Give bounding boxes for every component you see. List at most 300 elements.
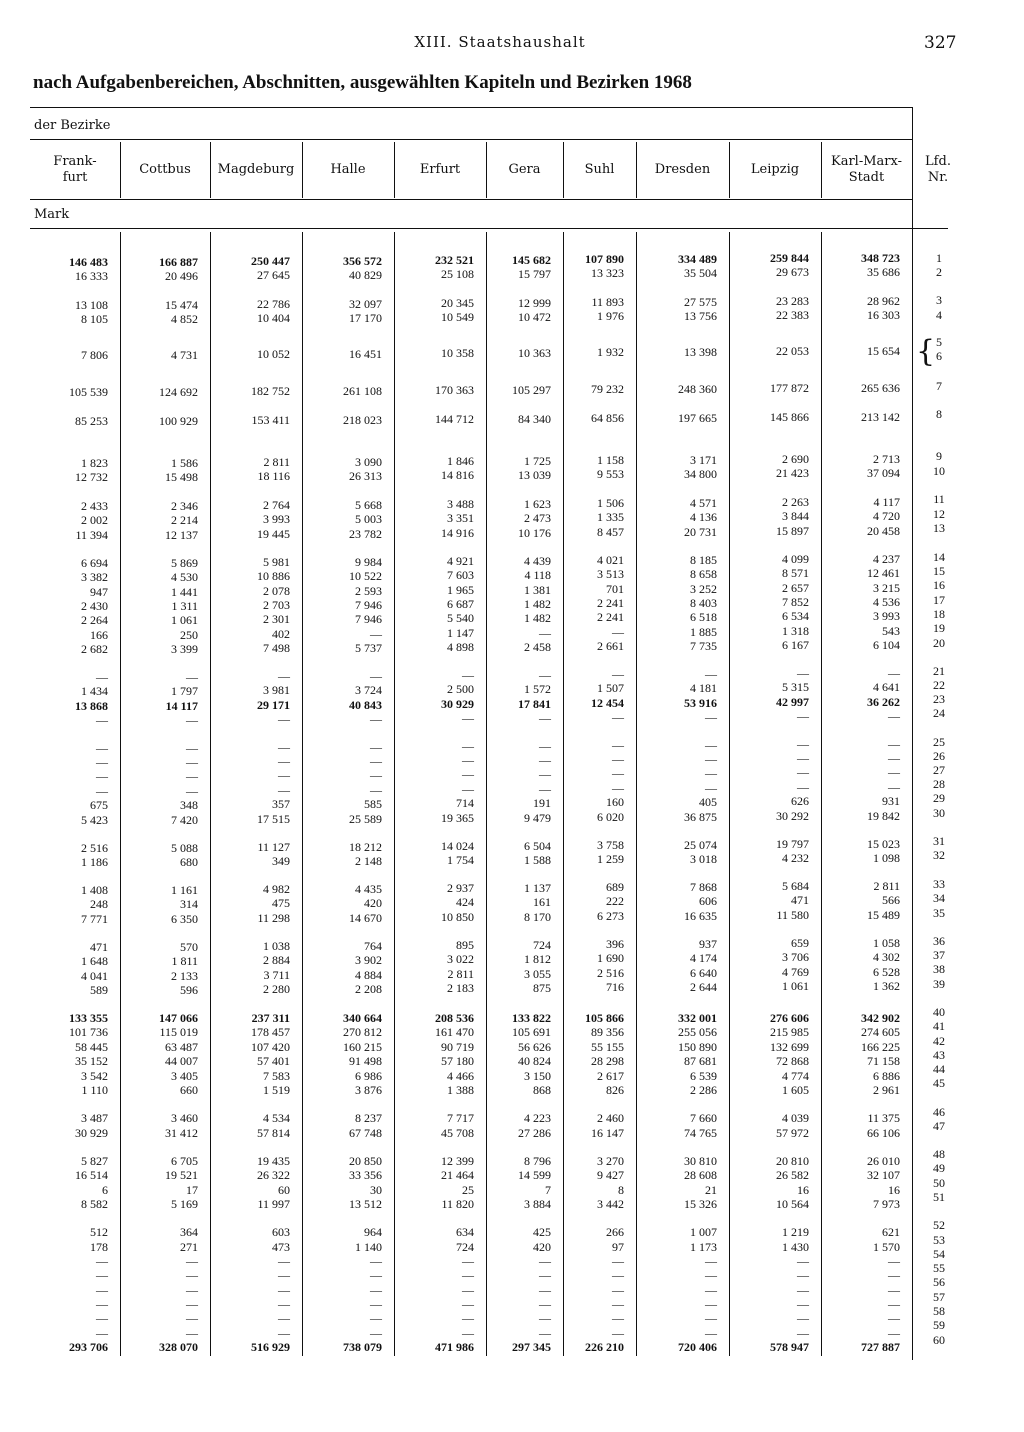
table-cell: 7 583 — [263, 1069, 290, 1083]
table-cell: 26 313 — [349, 469, 382, 483]
table-cell: 4 435 — [355, 882, 382, 896]
table-cell: 420 — [364, 896, 382, 910]
table-cell: 1 623 — [524, 497, 551, 511]
table-cell: 26 322 — [257, 1168, 290, 1182]
table-cell: — — [370, 669, 382, 683]
table-cell: 606 — [699, 894, 717, 908]
table-cell: 364 — [180, 1225, 198, 1239]
table-cell: — — [186, 784, 198, 798]
header-column-rule — [120, 142, 121, 198]
table-cell: 14 117 — [165, 699, 198, 713]
table-cell: 826 — [606, 1083, 624, 1097]
table-cell: 2 430 — [81, 599, 108, 613]
table-cell: — — [612, 752, 624, 766]
table-cell: 1 147 — [447, 626, 474, 640]
table-cell: — — [612, 738, 624, 752]
table-cell: 7 420 — [171, 813, 198, 827]
table-cell: 328 070 — [159, 1340, 198, 1354]
table-cell: 2 516 — [81, 841, 108, 855]
table-cell: 30 — [370, 1183, 382, 1197]
table-cell: 660 — [180, 1083, 198, 1097]
table-cell: 160 215 — [343, 1040, 382, 1054]
table-cell: 20 850 — [349, 1154, 382, 1168]
table-cell: 8 237 — [355, 1111, 382, 1125]
row-number: 27 — [933, 763, 945, 777]
table-cell: 270 812 — [343, 1025, 382, 1039]
table-cell: — — [278, 1268, 290, 1282]
table-cell: 11 394 — [75, 528, 108, 542]
table-cell: — — [186, 1254, 198, 1268]
table-cell: — — [888, 1254, 900, 1268]
column-header-magdeburg: Magdeburg — [217, 162, 295, 177]
table-cell: 342 902 — [861, 1011, 900, 1025]
table-cell: 937 — [699, 937, 717, 951]
table-cell: 7 852 — [782, 595, 809, 609]
table-cell: 1 754 — [447, 853, 474, 867]
table-cell: 166 887 — [159, 255, 198, 269]
table-cell: — — [96, 1283, 108, 1297]
table-cell: 4 534 — [263, 1111, 290, 1125]
table-cell: 22 053 — [776, 344, 809, 358]
row-number: 21 — [933, 664, 945, 678]
table-cell: 10 404 — [257, 311, 290, 325]
table-cell: 7 806 — [81, 348, 108, 362]
row-number: 28 — [933, 777, 945, 791]
column-header-dresden: Dresden — [654, 162, 711, 177]
table-cell: 250 — [180, 628, 198, 642]
table-cell: 293 706 — [69, 1340, 108, 1354]
column-header-frankfurt: Frank- furt — [53, 154, 97, 185]
table-cell: 237 311 — [251, 1011, 290, 1025]
table-cell: — — [612, 1283, 624, 1297]
table-cell: 40 824 — [518, 1054, 551, 1068]
table-cell: 543 — [882, 624, 900, 638]
table-cell: — — [186, 1311, 198, 1325]
header-column-rule — [302, 142, 303, 198]
table-cell: — — [462, 782, 474, 796]
table-cell: — — [797, 709, 809, 723]
table-cell: 1 362 — [873, 979, 900, 993]
table-cell: 71 158 — [867, 1054, 900, 1068]
table-cell: 420 — [533, 1240, 551, 1254]
table-cell: 133 822 — [512, 1011, 551, 1025]
table-cell: 16 514 — [75, 1168, 108, 1182]
table-cell: 2 286 — [690, 1083, 717, 1097]
table-cell: — — [462, 668, 474, 682]
body-column-rule — [636, 232, 637, 1356]
table-cell: 2 183 — [447, 981, 474, 995]
table-cell: — — [96, 1311, 108, 1325]
table-cell: 4 174 — [690, 951, 717, 965]
table-cell: 182 752 — [251, 384, 290, 398]
table-cell: 1 430 — [782, 1240, 809, 1254]
table-cell: 3 884 — [524, 1197, 551, 1211]
table-cell: 5 668 — [355, 498, 382, 512]
table-cell: — — [797, 1326, 809, 1340]
page-number: 327 — [924, 33, 957, 53]
table-cell: — — [612, 1297, 624, 1311]
table-cell: 15 489 — [867, 908, 900, 922]
table-cell: 2 703 — [263, 598, 290, 612]
table-cell: 35 152 — [75, 1054, 108, 1068]
table-cell: 166 225 — [861, 1040, 900, 1054]
table-cell: 2 280 — [263, 982, 290, 996]
table-cell: 5 981 — [263, 555, 290, 569]
table-cell: 332 001 — [678, 1011, 717, 1025]
table-cell: 153 411 — [251, 413, 290, 427]
table-cell: — — [705, 1268, 717, 1282]
table-cell: 259 844 — [770, 251, 809, 265]
table-cell: 215 985 — [770, 1025, 809, 1039]
table-cell: 471 986 — [435, 1340, 474, 1354]
table-cell: 578 947 — [770, 1340, 809, 1354]
table-cell: 6 886 — [873, 1069, 900, 1083]
table-cell: 15 797 — [518, 267, 551, 281]
table-cell: 160 — [606, 795, 624, 809]
table-cell: 29 673 — [776, 265, 809, 279]
table-cell: — — [462, 1297, 474, 1311]
table-cell: — — [370, 1268, 382, 1282]
table-cell: 2 264 — [81, 613, 108, 627]
table-cell: 5 684 — [782, 879, 809, 893]
table-cell: — — [96, 741, 108, 755]
table-cell: 42 997 — [776, 695, 809, 709]
table-cell: 1 570 — [873, 1240, 900, 1254]
table-cell: 680 — [180, 855, 198, 869]
table-cell: — — [612, 781, 624, 795]
table-cell: — — [705, 1254, 717, 1268]
table-cell: 1 186 — [81, 855, 108, 869]
table-cell: 124 692 — [159, 385, 198, 399]
table-cell: — — [612, 1326, 624, 1340]
table-cell: — — [462, 1283, 474, 1297]
table-cell: 191 — [533, 796, 551, 810]
column-header-cottbus: Cottbus — [139, 162, 191, 177]
table-cell: — — [797, 1268, 809, 1282]
table-cell: 145 866 — [770, 410, 809, 424]
table-cell: 90 719 — [441, 1040, 474, 1054]
table-cell: 3 252 — [690, 582, 717, 596]
row-number: 24 — [933, 706, 945, 720]
table-cell: 10 363 — [518, 346, 551, 360]
table-cell: 74 765 — [684, 1126, 717, 1140]
table-cell: 1 482 — [524, 597, 551, 611]
table-cell: — — [186, 670, 198, 684]
table-cell: 1 976 — [597, 309, 624, 323]
table-cell: 3 055 — [524, 967, 551, 981]
row-number: 14 — [933, 550, 945, 564]
table-cell: 1 885 — [690, 625, 717, 639]
table-cell: 255 056 — [678, 1025, 717, 1039]
table-cell: 2 473 — [524, 511, 551, 525]
table-cell: 30 929 — [75, 1126, 108, 1140]
table-cell: 4 720 — [873, 509, 900, 523]
table-cell: 396 — [606, 937, 624, 951]
table-cell: — — [888, 1283, 900, 1297]
table-cell: — — [539, 782, 551, 796]
table-cell: 1 812 — [524, 952, 551, 966]
table-cell: — — [888, 1311, 900, 1325]
table-cell: — — [96, 769, 108, 783]
table-cell: 16 — [797, 1183, 809, 1197]
table-cell: 1 318 — [782, 624, 809, 638]
table-cell: 10 176 — [518, 526, 551, 540]
table-cell: 132 699 — [770, 1040, 809, 1054]
table-cell: — — [278, 712, 290, 726]
table-cell: 13 512 — [349, 1197, 382, 1211]
row-number: 31 — [933, 834, 945, 848]
table-cell: 8 185 — [690, 553, 717, 567]
body-column-rule — [120, 232, 121, 1356]
table-cell: 145 682 — [512, 253, 551, 267]
table-cell: 1 061 — [171, 613, 198, 627]
table-cell: 9 427 — [597, 1168, 624, 1182]
table-cell: 1 259 — [597, 852, 624, 866]
table-cell: 4 232 — [782, 851, 809, 865]
table-cell: 23 283 — [776, 294, 809, 308]
table-cell: 6 528 — [873, 965, 900, 979]
table-cell: 4 117 — [873, 495, 900, 509]
table-cell: 4 571 — [690, 496, 717, 510]
table-cell: 84 340 — [518, 412, 551, 426]
table-cell: — — [797, 1297, 809, 1311]
table-cell: 1 965 — [447, 583, 474, 597]
row-number: 35 — [933, 906, 945, 920]
table-cell: — — [797, 751, 809, 765]
table-cell: 8 105 — [81, 312, 108, 326]
table-cell: 1 381 — [524, 583, 551, 597]
table-cell: 57 972 — [776, 1126, 809, 1140]
table-cell: — — [370, 768, 382, 782]
header-column-rule — [486, 142, 487, 198]
table-cell: 3 351 — [447, 511, 474, 525]
table-cell: 16 303 — [867, 308, 900, 322]
table-cell: 6 104 — [873, 638, 900, 652]
table-cell: 20 345 — [441, 296, 474, 310]
table-cell: 14 670 — [349, 911, 382, 925]
table-cell: 4 898 — [447, 640, 474, 654]
table-cell: — — [888, 780, 900, 794]
row-number: 7 — [936, 379, 942, 393]
table-cell: 603 — [272, 1225, 290, 1239]
table-cell: 3 171 — [690, 453, 717, 467]
table-cell: 37 094 — [867, 466, 900, 480]
table-cell: 45 708 — [441, 1126, 474, 1140]
row-number: 36 — [933, 934, 945, 948]
table-cell: 10 564 — [776, 1197, 809, 1211]
table-cell: 3 711 — [263, 968, 290, 982]
table-cell: 19 435 — [257, 1154, 290, 1168]
row-number: 44 — [933, 1062, 945, 1076]
row-number: 23 — [933, 692, 945, 706]
table-cell: 11 580 — [776, 908, 809, 922]
table-cell: 931 — [882, 794, 900, 808]
table-cell: 2 764 — [263, 498, 290, 512]
table-cell: 8 796 — [524, 1154, 551, 1168]
table-cell: 4 982 — [263, 882, 290, 896]
table-cell: — — [539, 753, 551, 767]
table-cell: — — [278, 1297, 290, 1311]
table-cell: — — [370, 1311, 382, 1325]
table-cell: 340 664 — [343, 1011, 382, 1025]
table-cell: — — [612, 625, 624, 639]
unit-label: Mark — [34, 207, 70, 222]
region-label: der Bezirke — [34, 118, 111, 133]
table-cell: — — [539, 711, 551, 725]
row-number: 9 — [936, 449, 942, 463]
table-cell: 18 116 — [257, 469, 290, 483]
table-cell: 33 356 — [349, 1168, 382, 1182]
table-cell: 20 731 — [684, 525, 717, 539]
table-cell: 161 — [533, 895, 551, 909]
row-number: 11 — [933, 492, 945, 506]
table-cell: 105 691 — [512, 1025, 551, 1039]
table-cell: 261 108 — [343, 384, 382, 398]
table-cell: 232 521 — [435, 253, 474, 267]
table-cell: 402 — [272, 627, 290, 641]
table-cell: 4 021 — [597, 553, 624, 567]
table-cell: 1 388 — [447, 1083, 474, 1097]
table-cell: — — [539, 1311, 551, 1325]
row-number: 43 — [933, 1048, 945, 1062]
running-head: XIII. Staatshaushalt — [414, 33, 586, 51]
table-cell: 27 286 — [518, 1126, 551, 1140]
table-cell: 85 253 — [75, 414, 108, 428]
table-cell: 56 626 — [518, 1040, 551, 1054]
table-cell: 2 458 — [524, 640, 551, 654]
table-cell: — — [186, 1297, 198, 1311]
table-cell: 3 981 — [263, 683, 290, 697]
table-cell: 87 681 — [684, 1054, 717, 1068]
row-number: 19 — [933, 621, 945, 635]
table-cell: 3 542 — [81, 1069, 108, 1083]
row-number: 52 — [933, 1218, 945, 1232]
row-number: 51 — [933, 1190, 945, 1204]
table-cell: 18 212 — [349, 840, 382, 854]
table-cell: 13 039 — [518, 468, 551, 482]
row-number: 16 — [933, 578, 945, 592]
table-cell: 105 297 — [512, 383, 551, 397]
table-cell: — — [539, 626, 551, 640]
table-cell: — — [888, 709, 900, 723]
table-cell: — — [797, 780, 809, 794]
table-cell: — — [96, 1326, 108, 1340]
column-header-halle: Halle — [330, 162, 366, 177]
table-cell: 585 — [364, 797, 382, 811]
row-number: 32 — [933, 848, 945, 862]
row-number: 48 — [933, 1147, 945, 1161]
table-cell: — — [370, 1254, 382, 1268]
table-cell: 1 846 — [447, 454, 474, 468]
table-cell: 3 399 — [171, 642, 198, 656]
table-cell: 40 829 — [349, 268, 382, 282]
row-number: 8 — [936, 407, 942, 421]
table-cell: 64 856 — [591, 411, 624, 425]
table-cell: 2 460 — [597, 1111, 624, 1125]
table-cell: 197 665 — [678, 411, 717, 425]
row-number: 55 — [933, 1261, 945, 1275]
table-cell: — — [705, 667, 717, 681]
table-cell: — — [705, 766, 717, 780]
table-cell: 1 932 — [597, 345, 624, 359]
table-cell: 314 — [180, 897, 198, 911]
table-cell: 11 820 — [441, 1197, 474, 1211]
table-cell: 334 489 — [678, 252, 717, 266]
table-cell: 57 180 — [441, 1054, 474, 1068]
table-cell: — — [278, 783, 290, 797]
table-cell: — — [186, 741, 198, 755]
table-cell: — — [278, 669, 290, 683]
table-cell: 634 — [456, 1225, 474, 1239]
table-cell: 21 464 — [441, 1168, 474, 1182]
row-number: 57 — [933, 1290, 945, 1304]
table-cell: 2 811 — [873, 879, 900, 893]
table-cell: 226 210 — [585, 1340, 624, 1354]
table-cell: 947 — [90, 585, 108, 599]
body-column-rule — [729, 232, 730, 1356]
table-cell: 53 916 — [684, 696, 717, 710]
table-cell: 25 — [462, 1183, 474, 1197]
header-column-rule — [210, 142, 211, 198]
table-cell: 7 498 — [263, 641, 290, 655]
table-cell: 2 713 — [873, 452, 900, 466]
table-cell: 250 447 — [251, 254, 290, 268]
table-cell: 147 066 — [159, 1011, 198, 1025]
table-cell: 1 311 — [171, 599, 198, 613]
table-cell: — — [370, 627, 382, 641]
table-cell: — — [797, 737, 809, 751]
unit-rule — [30, 228, 948, 229]
table-cell: 10 052 — [257, 347, 290, 361]
table-cell: 1 058 — [873, 936, 900, 950]
table-cell: 2 811 — [447, 967, 474, 981]
table-cell: — — [278, 754, 290, 768]
row-number: 25 — [933, 735, 945, 749]
table-cell: 6 534 — [782, 609, 809, 623]
table-cell: 875 — [533, 981, 551, 995]
table-cell: — — [797, 765, 809, 779]
table-cell: 146 483 — [69, 255, 108, 269]
table-cell: 6 539 — [690, 1069, 717, 1083]
table-cell: 6 986 — [355, 1069, 382, 1083]
table-cell: 213 142 — [861, 410, 900, 424]
table-cell: 89 356 — [591, 1025, 624, 1039]
table-cell: 7 735 — [690, 639, 717, 653]
table-cell: 60 — [278, 1183, 290, 1197]
table-cell: 626 — [791, 794, 809, 808]
table-cell: — — [539, 1254, 551, 1268]
table-cell: — — [705, 1297, 717, 1311]
table-cell: 7 771 — [81, 912, 108, 926]
table-cell: 4 852 — [171, 312, 198, 326]
table-cell: — — [462, 1311, 474, 1325]
brace-5-6: { — [916, 334, 936, 369]
table-cell: 178 457 — [251, 1025, 290, 1039]
table-cell: 356 572 — [343, 254, 382, 268]
row-number: 60 — [933, 1333, 945, 1347]
table-cell: 20 496 — [165, 269, 198, 283]
row-number: 46 — [933, 1105, 945, 1119]
table-cell: 100 929 — [159, 414, 198, 428]
table-cell: 7 717 — [447, 1111, 474, 1125]
table-cell: — — [186, 1283, 198, 1297]
table-cell: — — [278, 1311, 290, 1325]
table-cell: 3 706 — [782, 950, 809, 964]
table-cell: 4 181 — [690, 681, 717, 695]
table-cell: 10 886 — [257, 569, 290, 583]
table-cell: 2 214 — [171, 513, 198, 527]
table-cell: 2 811 — [263, 455, 290, 469]
